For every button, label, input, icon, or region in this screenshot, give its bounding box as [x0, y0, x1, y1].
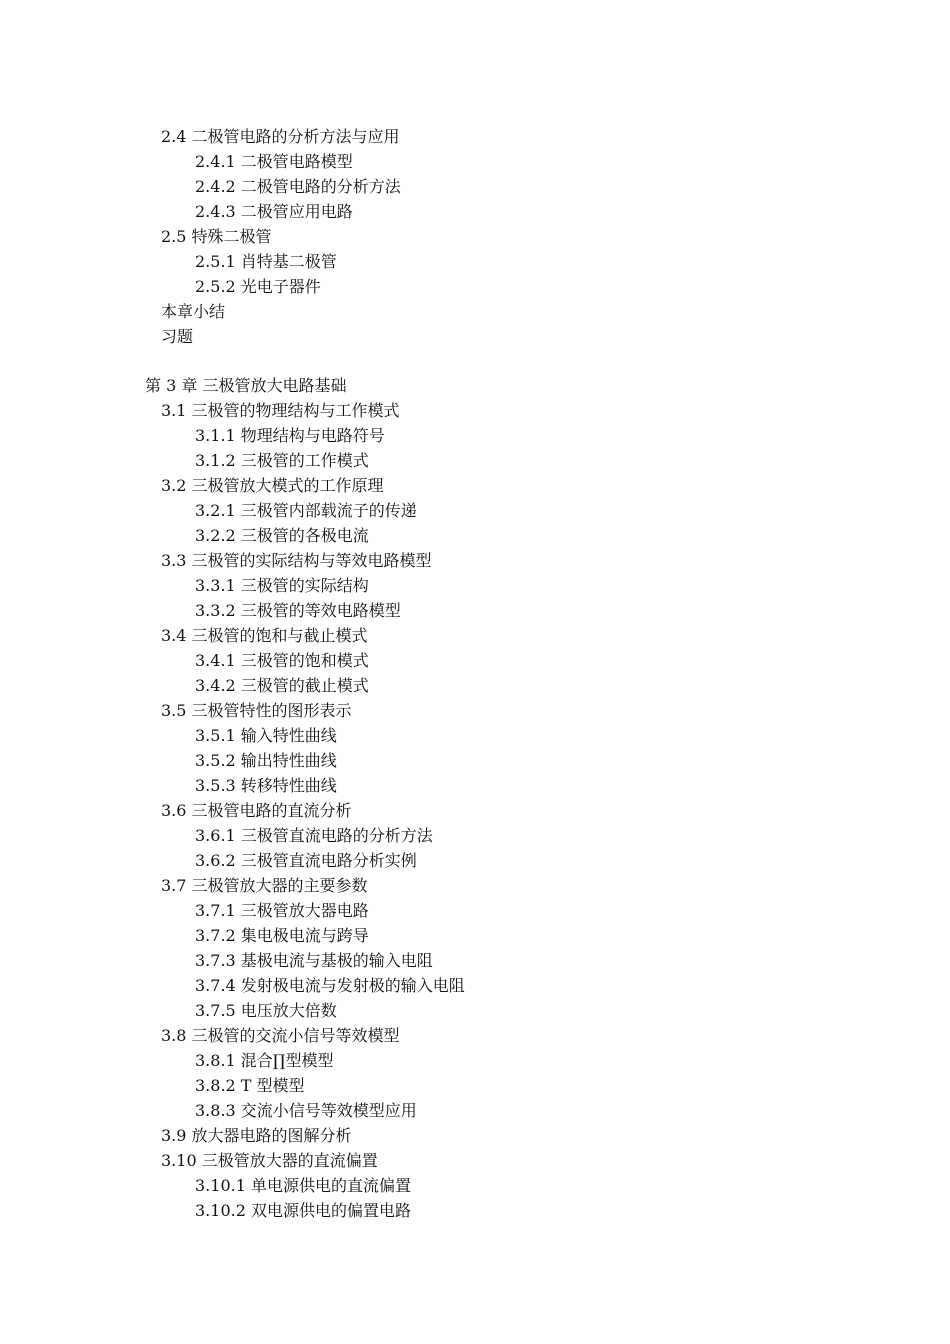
toc-subsection-3-5-1: 3.5.1 输入特性曲线: [195, 726, 337, 745]
toc-section-3-10: 3.10 三极管放大器的直流偏置: [161, 1151, 378, 1170]
toc-subsection-2-4-1: 2.4.1 二极管电路模型: [195, 152, 353, 171]
toc-subsection-3-10-1: 3.10.1 单电源供电的直流偏置: [195, 1176, 411, 1195]
toc-section-3-5: 3.5 三极管特性的图形表示: [161, 701, 352, 720]
toc-subsection-3-7-4: 3.7.4 发射极电流与发射极的输入电阻: [195, 976, 465, 995]
chapter-gap: [0, 349, 950, 373]
toc-chapter-3-title: 第 3 章 三极管放大电路基础: [145, 376, 347, 395]
toc-subsection-3-4-2: 3.4.2 三极管的截止模式: [195, 676, 369, 695]
toc-section-3-9: 3.9 放大器电路的图解分析: [161, 1126, 352, 1145]
toc-section-2-5: 2.5 特殊二极管: [161, 227, 272, 246]
toc-section-3-4: 3.4 三极管的饱和与截止模式: [161, 626, 368, 645]
toc-subsection-2-4-3: 2.4.3 二极管应用电路: [195, 202, 353, 221]
toc-subsection-3-4-1: 3.4.1 三极管的饱和模式: [195, 651, 369, 670]
toc-subsection-3-5-2: 3.5.2 输出特性曲线: [195, 751, 337, 770]
toc-exercises: 习题: [161, 327, 194, 346]
toc-section-3-2: 3.2 三极管放大模式的工作原理: [161, 476, 384, 495]
toc-section-3-3: 3.3 三极管的实际结构与等效电路模型: [161, 551, 432, 570]
toc-subsection-3-8-3: 3.8.3 交流小信号等效模型应用: [195, 1101, 417, 1120]
toc-subsection-2-4-2: 2.4.2 二极管电路的分析方法: [195, 177, 401, 196]
toc-subsection-2-5-2: 2.5.2 光电子器件: [195, 277, 321, 296]
toc-section-3-8: 3.8 三极管的交流小信号等效模型: [161, 1026, 400, 1045]
toc-subsection-3-3-2: 3.3.2 三极管的等效电路模型: [195, 601, 401, 620]
toc-section-3-6: 3.6 三极管电路的直流分析: [161, 801, 352, 820]
toc-section-2-4: 2.4 二极管电路的分析方法与应用: [161, 127, 400, 146]
toc-subsection-3-2-2: 3.2.2 三极管的各极电流: [195, 526, 369, 545]
toc-subsection-3-6-2: 3.6.2 三极管直流电路分析实例: [195, 851, 417, 870]
toc-subsection-3-1-1: 3.1.1 物理结构与电路符号: [195, 426, 385, 445]
toc-subsection-3-7-1: 3.7.1 三极管放大器电路: [195, 901, 369, 920]
toc-subsection-3-3-1: 3.3.1 三极管的实际结构: [195, 576, 369, 595]
toc-subsection-3-8-1: 3.8.1 混合∏型模型: [195, 1051, 334, 1070]
toc-subsection-3-7-2: 3.7.2 集电极电流与跨导: [195, 926, 369, 945]
toc-subsection-3-2-1: 3.2.1 三极管内部载流子的传递: [195, 501, 417, 520]
toc-subsection-3-7-3: 3.7.3 基极电流与基极的输入电阻: [195, 951, 433, 970]
toc-subsection-3-6-1: 3.6.1 三极管直流电路的分析方法: [195, 826, 433, 845]
toc-section-3-7: 3.7 三极管放大器的主要参数: [161, 876, 368, 895]
toc-section-3-1: 3.1 三极管的物理结构与工作模式: [161, 401, 400, 420]
toc-subsection-3-7-5: 3.7.5 电压放大倍数: [195, 1001, 337, 1020]
toc-subsection-2-5-1: 2.5.1 肖特基二极管: [195, 252, 337, 271]
toc-subsection-3-5-3: 3.5.3 转移特性曲线: [195, 776, 337, 795]
table-of-contents: [0, 124, 950, 1223]
toc-subsection-3-8-2: 3.8.2 T 型模型: [195, 1076, 305, 1095]
toc-subsection-3-10-2: 3.10.2 双电源供电的偏置电路: [195, 1201, 411, 1220]
toc-subsection-3-1-2: 3.1.2 三极管的工作模式: [195, 451, 369, 470]
toc-chapter-summary: 本章小结: [161, 302, 226, 321]
